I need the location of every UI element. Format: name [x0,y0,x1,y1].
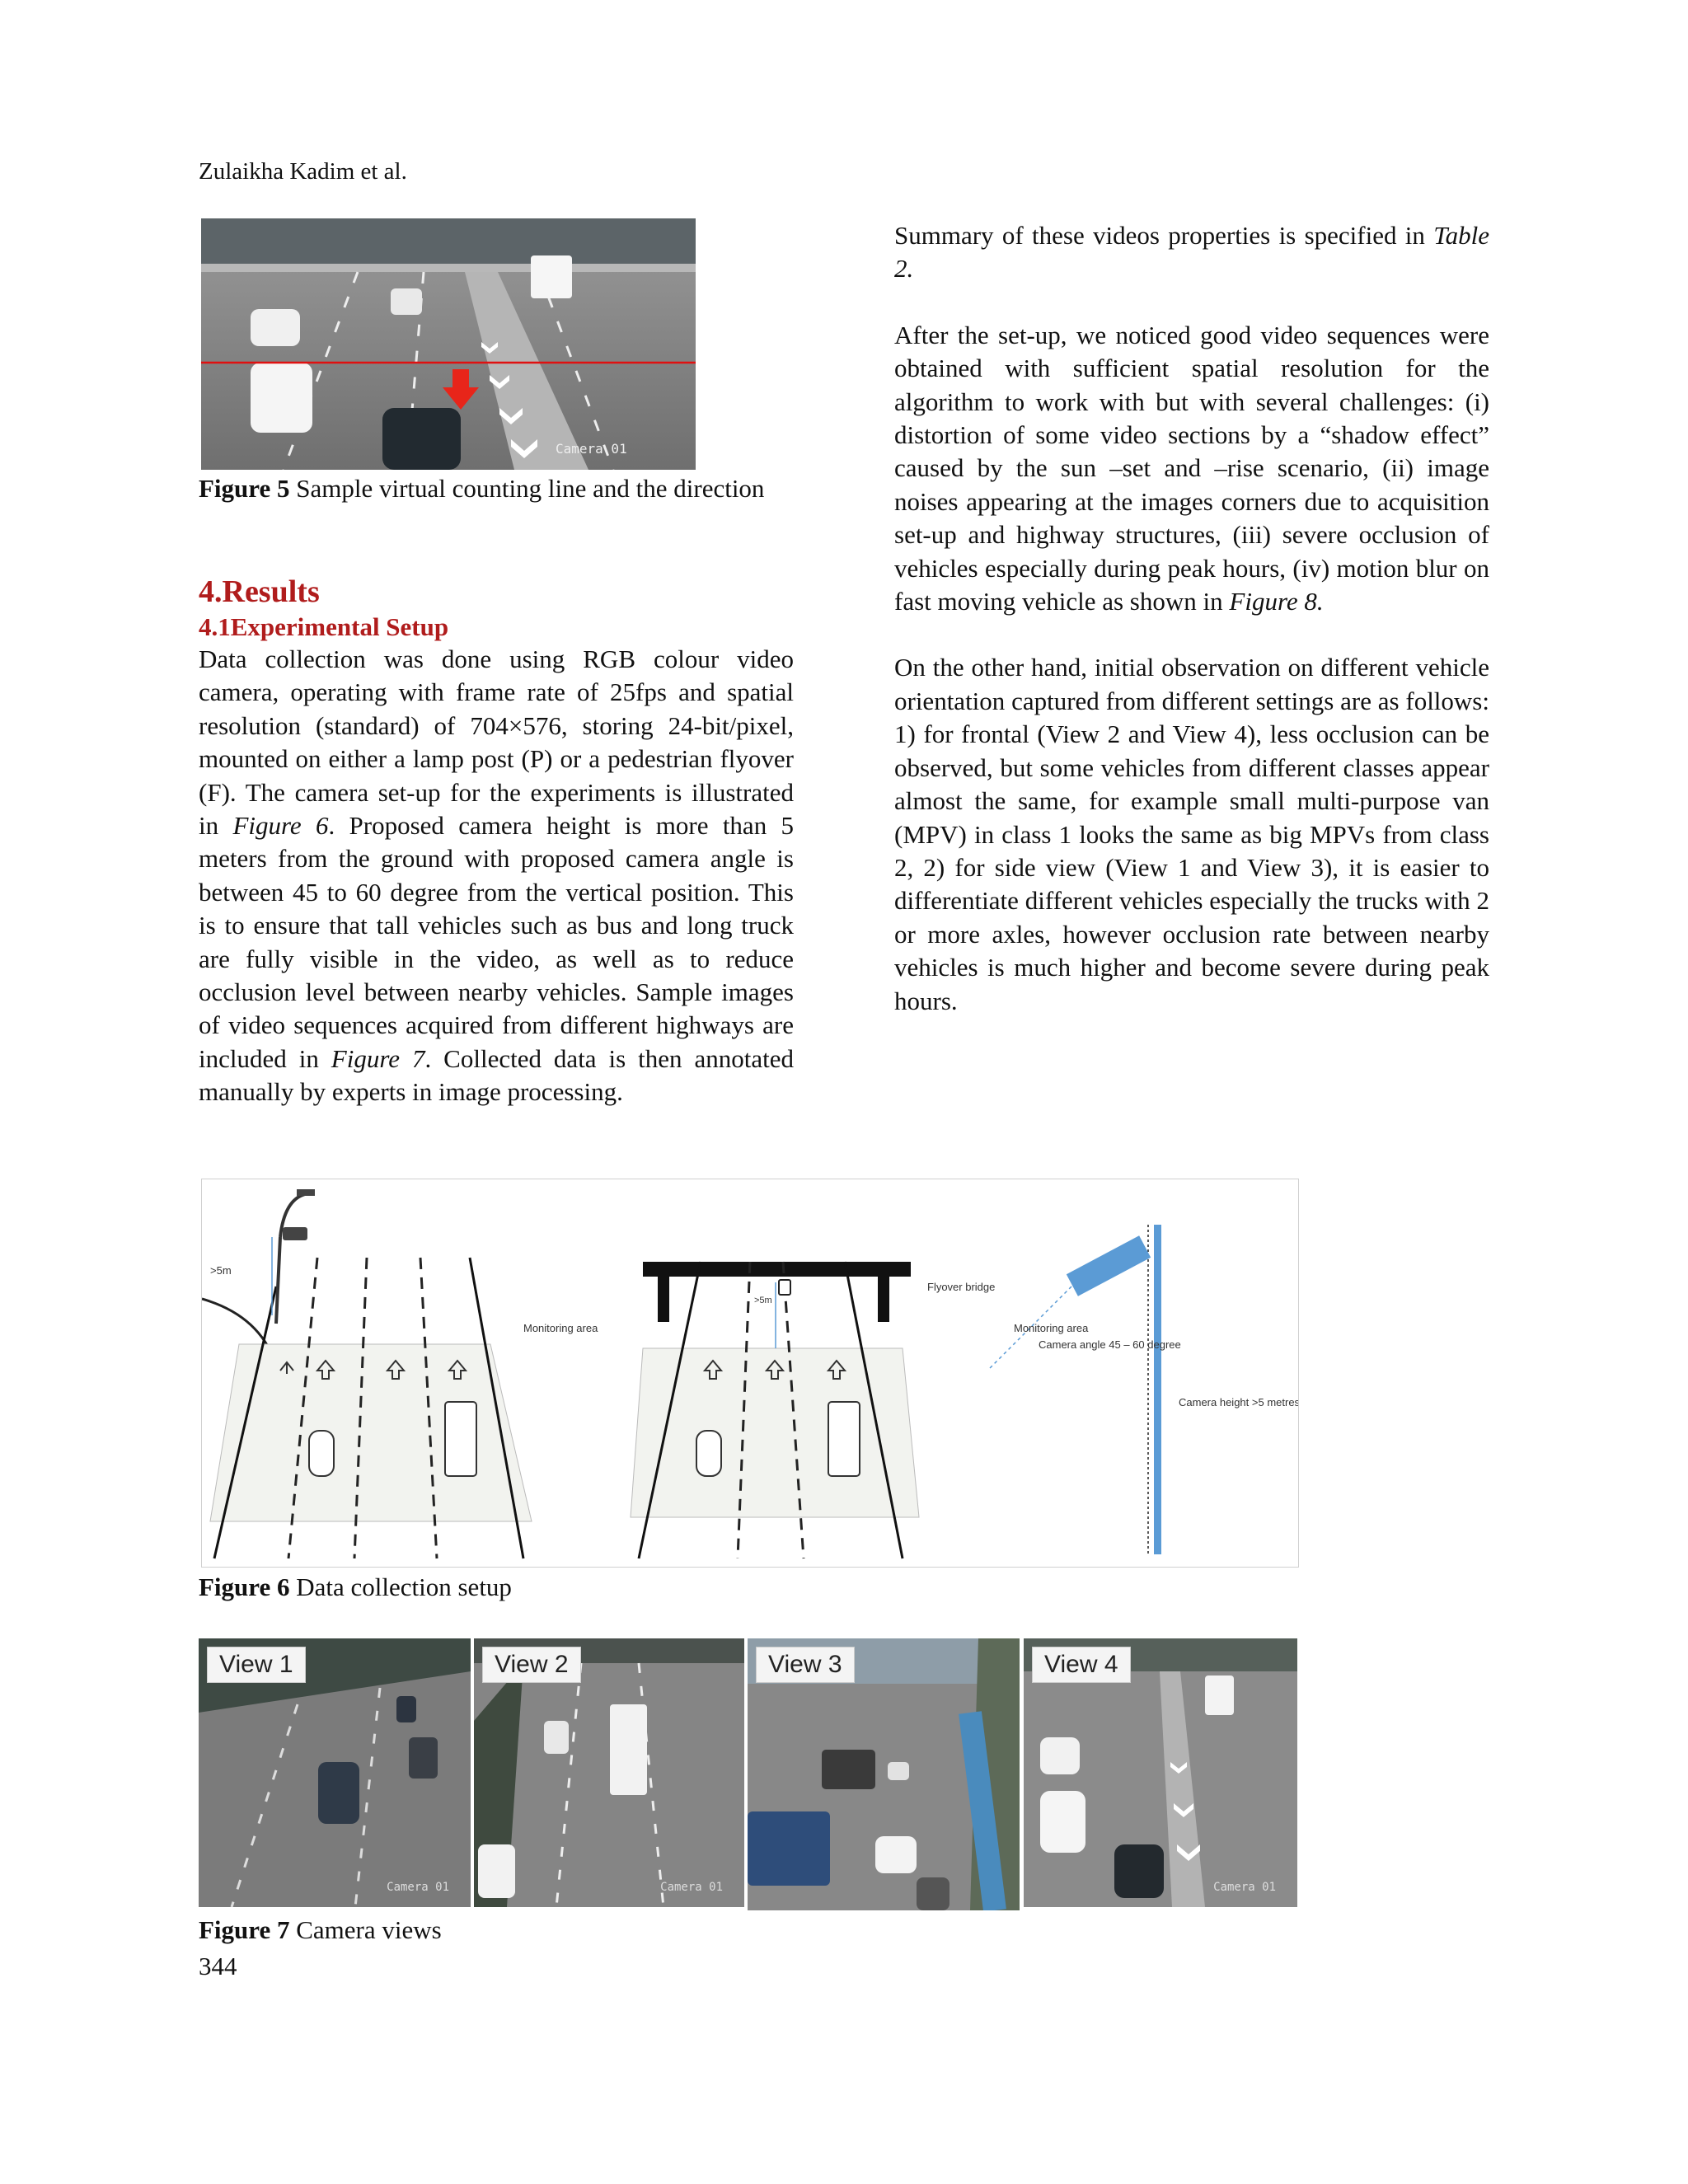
camera-icon [283,1227,307,1240]
view-label: View 1 [207,1647,306,1683]
height-label-mid: >5m [754,1296,772,1305]
car [478,1844,515,1898]
car [1040,1791,1085,1853]
car [544,1721,569,1754]
view-label: View 2 [482,1647,581,1683]
figure6-diagram [201,1179,1299,1568]
car [917,1877,950,1910]
text-run: . Proposed camera height is more than 5 meters from the ground with proposed camera angle is between 45 to 60 degree from the vertical position. This is to ensure that tall vehicles such as bus and long truck are fully visible in the video, as well as to reduce occlusion level between nearby vehicles. Sample images of video sequences acquired from different highways are included in [199,811,794,1073]
view-2-image [474,1638,744,1907]
text-run: Summary of these videos properties is specified in [894,221,1434,250]
right-column [894,219,1489,1018]
subsection-title: 4.1Experimental Setup [199,612,449,641]
car [1040,1737,1080,1774]
figure6-caption [199,1571,512,1604]
figure6-reference: Figure 6 [232,811,329,841]
camera-angle-label: Camera angle 45 – 60 degree [1039,1338,1181,1351]
flyover-bridge [643,1262,911,1277]
camera-height-label: Camera height >5 metres [1179,1396,1298,1408]
section-title: 4.Results [199,574,320,609]
figure7-caption-label: Figure 7 [199,1915,290,1944]
flyover-setup [631,1262,995,1558]
running-head: Zulaikha Kadim et al. [199,158,407,185]
flyover-label: Flyover bridge [927,1281,996,1293]
view-label: View 4 [1032,1647,1131,1683]
camera-label: Camera 01 [556,441,627,457]
monitoring-area [631,1348,919,1517]
monitoring-area-label [523,1322,598,1334]
figure5-scene [201,218,696,470]
lamp-post-setup [202,1189,598,1558]
figure5-image [201,218,696,470]
right-paragraph-2 [894,319,1489,619]
text-run: After the set-up, we noticed good video sequences were obtained with sufficient spatial resolution for the algorithm to work with but with several challenges: (i) distortion of some video sections by a “shadow effect” caused by the sun –set and –rise scenario, (ii) image noises appearing at the images corners due to acquisition set-up and highway structures, (iii) severe occlusion of vehicles especially during peak hours, (iv) motion blur on fast moving vehicle as shown in [894,320,1489,616]
figure6-caption-label: Figure 6 [199,1572,290,1601]
right-paragraph-3: On the other hand, initial observation on different vehicle orientation captured from different settings are as follows: 1) for frontal (View 2 and View 4), less occlusion can be observed, but some vehicles from different classes appear almost the same, for example small multi-purpose van (MPV) in class 1 looks the same as big MPVs from class 2, 2) for side view (View 1 and View 3), it is easier to differentiate different vehicles especially the trucks with 2 or more axles, however occlusion rate between nearby vehicles is much higher and become severe during peak hours. [894,653,1489,1015]
car-icon [696,1431,721,1476]
car [396,1696,416,1722]
car [251,309,300,346]
page-number: 344 [199,1952,237,1980]
camera-pole [1154,1225,1161,1554]
camera-label: Camera 01 [660,1881,723,1894]
view-4-image [1024,1638,1297,1907]
left-paragraph [199,643,794,1109]
car [318,1762,359,1824]
height-label-left: >5m [210,1264,232,1277]
monitoring-area [210,1344,532,1521]
lamp-pole [276,1237,280,1324]
figure8-reference: Figure 8. [1229,587,1324,616]
truck-icon [445,1402,476,1476]
car [888,1762,909,1780]
figure5-caption [199,472,794,505]
table2-reference: Table 2. [894,221,1489,284]
label-text: Monitoring area [523,1322,598,1334]
car [875,1836,917,1873]
camera-body [1067,1235,1151,1296]
text-run: . Collected data is then annotated manually by experts in image processing. [199,1043,794,1107]
camera-label: Camera 01 [387,1881,449,1894]
figure6-caption-text: Data collection setup [289,1572,512,1601]
view-label: View 3 [756,1647,855,1683]
view-3-image [748,1638,1020,1910]
car-icon [309,1431,334,1476]
monitoring-area-label-right: Monitoring area [1014,1322,1089,1334]
truck [1205,1675,1234,1715]
car [409,1737,438,1779]
figure5-caption-text: Sample virtual counting line and the direction [289,474,765,503]
truck [822,1750,875,1789]
car [1114,1844,1164,1898]
truck-icon [828,1402,860,1476]
figure6-svg [202,1179,1298,1567]
figure5-caption-label: Figure 5 [199,474,290,503]
car [382,408,461,470]
camera-icon [779,1280,790,1295]
view-1-image [199,1638,471,1907]
camera-label: Camera 01 [1213,1881,1276,1894]
camera-angle-setup [989,1225,1298,1554]
figure7-caption-text: Camera views [289,1915,442,1944]
car [251,363,312,433]
text-run: Data collection was done using RGB colour video camera, operating with frame rate of 25fps and spatial resolution (standard) of 704×576, storing 24-bit/pixel, mounted on either a lamp post (P) or a pedestrian flyover (F). The camera set-up for the experiments is illustrated in [199,644,794,841]
truck [748,1811,830,1886]
figure7-reference: Figure 7 [331,1043,425,1073]
car [391,288,422,315]
truck [531,255,572,298]
right-paragraph-1 [894,219,1489,286]
figure7-caption [199,1914,442,1947]
truck [610,1704,647,1795]
